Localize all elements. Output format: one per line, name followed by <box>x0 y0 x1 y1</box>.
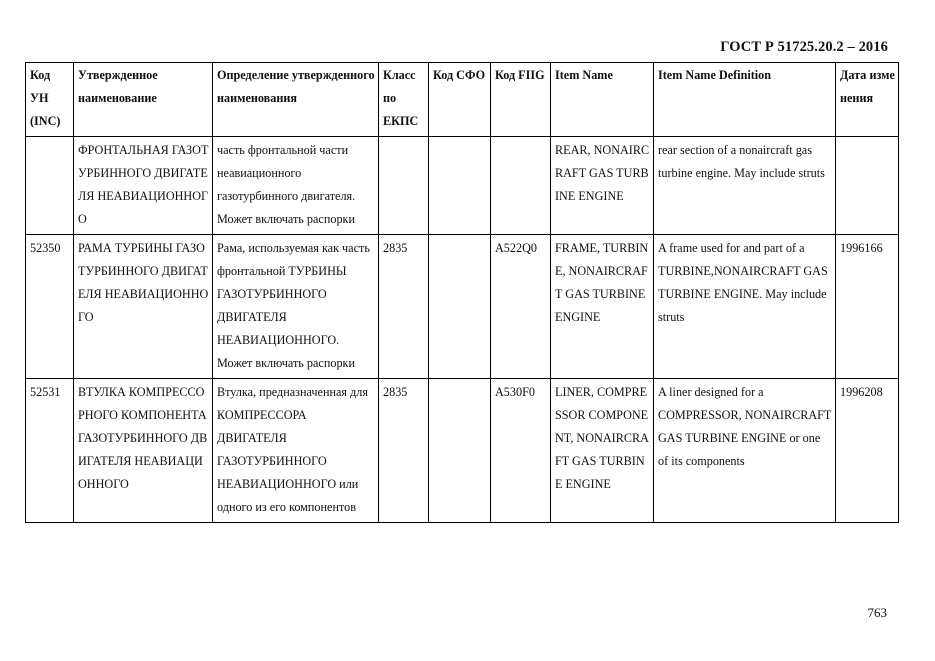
cell-class: 2835 <box>379 379 429 523</box>
cell-name: ВТУЛКА КОМПРЕССОРНОГО КОМПОНЕНТА ГАЗОТУРБИННОГО ДВИГАТЕЛЯ НЕАВИАЦИОННОГО <box>74 379 213 523</box>
cell-item-name: FRAME, TURBINE, NONAIRCRAFT GAS TURBINE ENGINE <box>551 235 654 379</box>
cell-date: 1996166 <box>836 235 899 379</box>
cell-item-name: REAR, NONAIRCRAFT GAS TURBINE ENGINE <box>551 137 654 235</box>
catalog-table <box>25 62 899 523</box>
col-header-item-name: Item Name <box>551 63 654 137</box>
cell-definition: Рама, используемая как часть фронтальной ТУРБИНЫ ГАЗОТУРБИННОГО ДВИГАТЕЛЯ НЕАВИАЦИОННОГО. Может включать распорки <box>213 235 379 379</box>
cell-sfo <box>429 137 491 235</box>
cell-class <box>379 137 429 235</box>
cell-date: 1996208 <box>836 379 899 523</box>
cell-code: 52350 <box>26 235 74 379</box>
col-header-name: Утвержденное наименование <box>74 63 213 137</box>
col-header-definition: Определение утвержденного наименования <box>213 63 379 137</box>
table-row <box>26 137 899 235</box>
cell-item-name: LINER, COMPRESSOR COMPONENT, NONAIRCRAFT GAS TURBINE ENGINE <box>551 379 654 523</box>
table-row <box>26 235 899 379</box>
col-header-fiig: Код FIIG <box>491 63 551 137</box>
col-header-item-definition: Item Name Definition <box>654 63 836 137</box>
col-header-sfo: Код СФО <box>429 63 491 137</box>
cell-class: 2835 <box>379 235 429 379</box>
standard-designation: ГОСТ Р 51725.20.2 – 2016 <box>720 39 888 55</box>
cell-definition: Втулка, предназначенная для КОМПРЕССОРА ДВИГАТЕЛЯ ГАЗОТУРБИННОГО НЕАВИАЦИОННОГО или одного из его компонентов <box>213 379 379 523</box>
col-header-class: Класс по ЕКПС <box>379 63 429 137</box>
cell-definition: часть фронтальной части неавиационного газотурбинного двигателя. Может включать распорки <box>213 137 379 235</box>
cell-code <box>26 137 74 235</box>
page-number: 763 <box>867 605 887 620</box>
cell-fiig: A522Q0 <box>491 235 551 379</box>
cell-code: 52531 <box>26 379 74 523</box>
col-header-date: Дата изменения <box>836 63 899 137</box>
cell-sfo <box>429 235 491 379</box>
table-row <box>26 379 899 523</box>
cell-sfo <box>429 379 491 523</box>
table-header-row <box>26 63 899 137</box>
cell-item-definition: A liner designed for a COMPRESSOR, NONAIRCRAFT GAS TURBINE ENGINE or one of its components <box>654 379 836 523</box>
cell-fiig <box>491 137 551 235</box>
cell-fiig: A530F0 <box>491 379 551 523</box>
cell-item-definition: A frame used for and part of a TURBINE,NONAIRCRAFT GAS TURBINE ENGINE. May include struts <box>654 235 836 379</box>
cell-name: РАМА ТУРБИНЫ ГАЗОТУРБИННОГО ДВИГАТЕЛЯ НЕАВИАЦИОННОГО <box>74 235 213 379</box>
col-header-code: Код УН (INC) <box>26 63 74 137</box>
cell-date <box>836 137 899 235</box>
cell-item-definition: rear section of a nonaircraft gas turbine engine. May include struts <box>654 137 836 235</box>
cell-name: ФРОНТАЛЬНАЯ ГАЗОТУРБИННОГО ДВИГАТЕЛЯ НЕАВИАЦИОННОГО <box>74 137 213 235</box>
